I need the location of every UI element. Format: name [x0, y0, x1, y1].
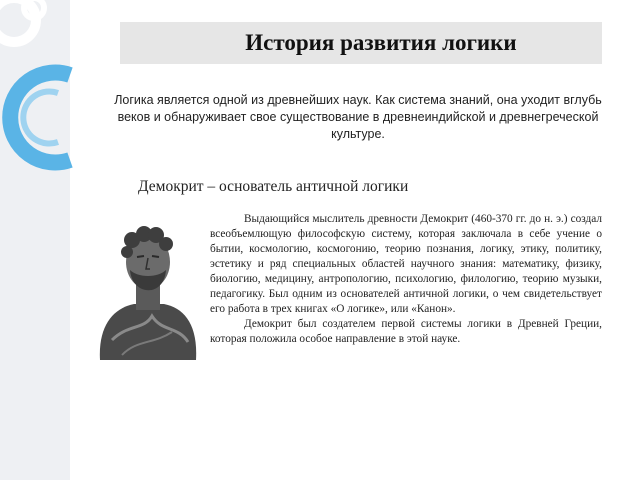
intro-text: Логика является одной из древнейших наук. Как система знаний, она уходит вглубь веков и обнаруживает свое существование в древнеиндийской и древнегреческой культуре. [114, 93, 602, 141]
democritus-bust-icon [92, 220, 202, 360]
page-title: История развития логики [245, 30, 517, 55]
section-subtitle: Демокрит – основатель античной логики [138, 178, 409, 195]
title-bar [120, 22, 602, 64]
biography-paragraph: Демокрит был создателем первой системы логики в Древней Греции, которая положила особое направление в этой науке. [210, 318, 602, 345]
biography-text [210, 212, 602, 347]
biography-paragraph: Выдающийся мыслитель древности Демокрит (460-370 гг. до н. э.) создал всеобъемлющую философскую систему, которая заключала в себе учение о бытии, космологию, космогонию, теорию познания, логику, этику, политику, эстетику и ряд специальных областей научного знания: математику, физику, биологию, медицину, антропологию, психологию, филологию, теорию музыки, педагогику. Был одним из основателей античной логики, о чем свидетельствует его работа в трех книгах «О логике», или «Канон». [210, 213, 602, 315]
